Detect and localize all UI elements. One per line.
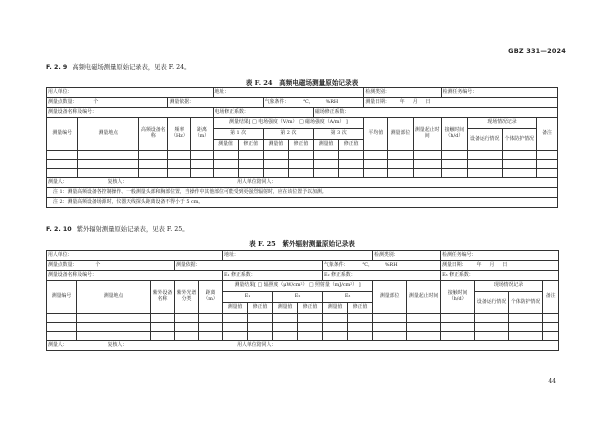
points-cell: [47, 261, 175, 271]
table-header-row: [47, 281, 559, 292]
header-site: 现场情况记录: [475, 281, 543, 292]
year-label: 年: [399, 98, 405, 105]
header-measured: 测量值: [273, 303, 298, 314]
header-equipment: 高频设备名称: [139, 118, 168, 151]
table-row: [47, 169, 558, 178]
device-cell: 测量设备名称及编号：: [47, 271, 223, 281]
header-round-1: 第 1 次: [213, 129, 263, 140]
signature-row: [47, 341, 559, 351]
header-part: 测量部位: [388, 118, 413, 151]
header-corrected: 修正值: [288, 140, 313, 151]
section-text: 高频电磁场测量原始记录表，见表 F. 24。: [72, 64, 191, 71]
header-location: 测量地点: [77, 281, 151, 314]
unit-cell: 用人单位：: [47, 88, 214, 98]
header-duration: 测量起止时间: [413, 118, 441, 151]
header-frequency: 频率（Hz）: [168, 118, 191, 151]
table-row: [47, 98, 558, 108]
header-measured: 测量值: [213, 140, 238, 151]
header-average: 平均值: [364, 118, 388, 151]
note-1: 注 1：测量高频设备各控制操作、一般测量头部和胸部位置，当操作中其他部位可能受到更强烈辐射时，应在该位置予以加测。: [47, 188, 558, 198]
task-no-cell: 检测任务编号：: [441, 251, 559, 261]
section-heading-f-2-10: [46, 224, 189, 233]
header-corrected: 修正值: [348, 303, 373, 314]
header-round-3: 第 3 次: [314, 129, 364, 140]
header-e3: E₃: [323, 292, 373, 303]
detect-type-cell: 检测类别：: [373, 251, 441, 261]
table-title-f25: 表 F. 25 紫外辐射测量原始记录表: [249, 240, 355, 248]
header-corrected: 修正值: [339, 140, 364, 151]
header-remark: 备注: [537, 118, 558, 151]
table-row: [47, 271, 559, 281]
header-round-2: 第 2 次: [263, 129, 313, 140]
header-corrected: 修正值: [238, 140, 263, 151]
address-cell: 地址：: [213, 88, 364, 98]
header-result: 测量结果[ □ 电场强度（V/m） □ 磁场强度（A/m） ]: [213, 118, 364, 129]
header-measured: 测量值: [323, 303, 348, 314]
weather-cell: [323, 261, 441, 271]
table-row: [47, 88, 558, 98]
header-site: 现场情况记录: [467, 118, 536, 129]
date-label: 测量日期：: [442, 261, 467, 268]
factor-e3-cell: E₃ 修正系数：: [441, 271, 559, 281]
unit-cell: 用人单位：: [47, 251, 223, 261]
signature-cell: [47, 178, 558, 188]
temp-unit: ℃，: [303, 98, 314, 105]
table-row: [47, 108, 558, 118]
signature-cell: [47, 341, 559, 351]
signature-row: [47, 178, 558, 188]
table-row: [47, 251, 559, 261]
header-contact-time: 接触时间（h/d）: [441, 281, 475, 314]
measurer-label: 测量人：: [48, 178, 68, 185]
header-corrected: 修正值: [298, 303, 323, 314]
header-protection: 个体防护情况: [502, 129, 537, 151]
reviewer-label: 复核人：: [107, 178, 128, 185]
month-label: 月: [489, 261, 495, 268]
header-distance: 距离（m）: [191, 118, 213, 151]
header-measured: 测量值: [263, 140, 288, 151]
section-number: F. 2. 9: [46, 64, 68, 71]
date-cell: [364, 98, 558, 108]
factor-e-cell: 电场修正系数：: [213, 108, 314, 118]
reviewer-label: 复核人：: [107, 341, 128, 348]
table-f24: [46, 87, 558, 208]
detect-type-cell: 检测类别：: [364, 88, 441, 98]
table-row: [47, 323, 559, 332]
table-f25: [46, 250, 559, 351]
factor-h-cell: 磁场修正系数：: [314, 108, 558, 118]
page-number: 44: [548, 378, 556, 385]
header-corrected: 修正值: [248, 303, 273, 314]
table-row: [47, 261, 559, 271]
rh-unit: %RH: [325, 98, 339, 105]
header-location: 测量地点: [78, 118, 139, 151]
weather-label: 气象条件：: [324, 261, 349, 268]
header-distance: 距离（m）: [199, 281, 223, 314]
date-cell: [441, 261, 559, 271]
header-part: 测量部位: [373, 281, 407, 314]
address-cell: 地址：: [223, 251, 373, 261]
section-text: 紫外辐射测量原始记录表，见表 F. 25。: [76, 226, 189, 233]
header-measured: 测量值: [314, 140, 339, 151]
header-spectrum: 紫外光谱分类: [175, 281, 199, 314]
temp-unit: ℃，: [362, 261, 373, 268]
table-header-row: [47, 118, 558, 129]
header-e2: E₂: [273, 292, 323, 303]
basis-cell: 测量依据：: [168, 98, 263, 108]
header-no: 测量编号: [47, 118, 78, 151]
header-remark: 备注: [543, 281, 559, 314]
header-device-status: 设备运行情况: [467, 129, 502, 151]
points-label: 测量点数量：: [48, 261, 78, 268]
table-title-f24: 表 F. 24 高频电磁场测量原始记录表: [245, 79, 359, 87]
points-cell: [47, 98, 168, 108]
measurer-label: 测量人：: [48, 341, 68, 348]
section-heading-f-2-9: [46, 62, 190, 71]
header-e1: E₁: [223, 292, 273, 303]
points-unit: 个: [93, 98, 99, 105]
companion-label: 用人单位陪同人：: [237, 178, 277, 185]
header-duration: 测量起止时间: [407, 281, 441, 314]
header-protection: 个体防护情况: [509, 292, 543, 314]
header-equipment: 紫外设备名称: [151, 281, 175, 314]
header-result: 测量结果[ □ 辐照度（μW/cm²） □ 照射量（mJ/cm²） ]: [223, 281, 373, 292]
note-2: 注 2：测量高频设备场源时，仪器天线探头距离设备不得小于 5 cm。: [47, 198, 558, 208]
points-unit: 个: [95, 261, 101, 268]
standard-code: GBZ 331—2024: [508, 47, 566, 55]
header-device-status: 设备运行情况: [475, 292, 509, 314]
month-label: 月: [412, 98, 418, 105]
table-row: [47, 160, 558, 169]
header-measured: 测量值: [223, 303, 248, 314]
rh-unit: %RH: [384, 261, 398, 268]
header-contact-time: 接触时间（h/d）: [441, 118, 467, 151]
device-cell: 测量设备名称及编号：: [47, 108, 214, 118]
day-label: 日: [425, 98, 431, 105]
table-row: [47, 151, 558, 160]
basis-cell: 测量依据：: [175, 261, 323, 271]
year-label: 年: [476, 261, 482, 268]
day-label: 日: [502, 261, 508, 268]
factor-e1-cell: E₁ 修正系数：: [223, 271, 323, 281]
companion-label: 用人单位陪同人：: [237, 341, 277, 348]
factor-e2-cell: E₂ 修正系数：: [323, 271, 441, 281]
task-no-cell: 检测任务编号：: [441, 88, 557, 98]
points-label: 测量点数量：: [48, 98, 78, 105]
weather-cell: [263, 98, 364, 108]
table-row: [47, 332, 559, 341]
header-no: 测量编号: [47, 281, 77, 314]
note-row: [47, 198, 558, 208]
table-row: [47, 314, 559, 323]
weather-label: 气象条件：: [264, 98, 290, 105]
note-row: [47, 188, 558, 198]
section-number: F. 2. 10: [46, 226, 72, 233]
date-label: 测量日期：: [365, 98, 390, 105]
